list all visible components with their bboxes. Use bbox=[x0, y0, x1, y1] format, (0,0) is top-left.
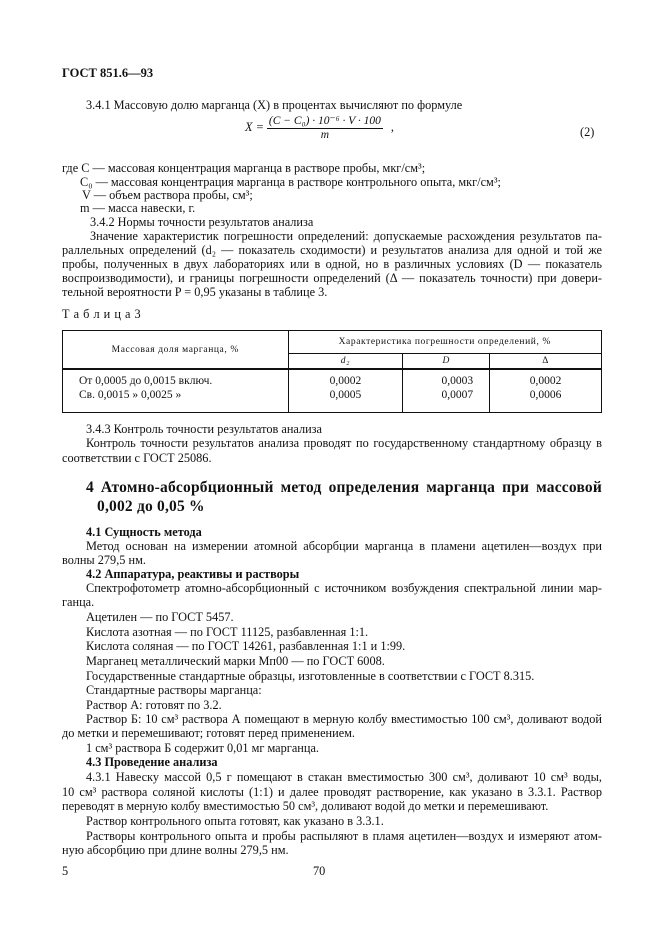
section-4-heading-cont: 0,002 до 0,05 % bbox=[97, 498, 205, 515]
table-header-d2: d₂ bbox=[288, 354, 403, 370]
text-line: Кислота соляная — по ГОСТ 14261, разбавленная 1:1 и 1:99. bbox=[86, 639, 406, 653]
table-cell: 0,0002 bbox=[529, 375, 562, 387]
text-line: 1 см³ раствора Б содержит 0,01 мг марганца. bbox=[86, 741, 319, 755]
table-header-D: D bbox=[403, 354, 490, 370]
text-line: соответствии с ГОСТ 25086. bbox=[62, 451, 212, 465]
text-line: переводят в мерную колбу вместимостью 50 см³, доливают водой до метки и перемешивают. bbox=[62, 799, 549, 813]
section-title-4-1: 4.1 Сущность метода bbox=[86, 525, 202, 539]
text-line: Раствор А: готовят по 3.2. bbox=[86, 698, 222, 712]
formula-lhs: X = bbox=[245, 119, 264, 134]
table-cell: 0,0003 bbox=[441, 375, 474, 387]
table-cell: 0,0002 bbox=[329, 375, 362, 387]
table-row bbox=[63, 369, 602, 413]
table-header-mass-fraction: Массовая доля марганца, % bbox=[63, 331, 289, 370]
table-cell: 0,0006 bbox=[529, 389, 562, 401]
text-line: воспроизводимости), и границы погрешности определений (Δ — показатель точности) при довери- bbox=[62, 271, 602, 285]
text-line: Растворы контрольного опыта и пробы распыляют в пламя ацетилен—воздух и измеряют атом- bbox=[86, 829, 602, 843]
formula-tail: , bbox=[390, 119, 394, 134]
table-cell: 0,0007 bbox=[441, 389, 474, 401]
paragraph-3-4-1: 3.4.1 Массовую долю марганца (X) в процентах вычисляют по формуле bbox=[86, 98, 463, 112]
text-line: 4.3.1 Навеску массой 0,5 г помещают в стакан вместимостью 300 см³, доливают 10 см³ воды, bbox=[86, 770, 602, 784]
text-line: Контроль точности результатов анализа проводят по государственному стандартному образцу в bbox=[86, 436, 602, 450]
text-line: Раствор Б: 10 см³ раствора А помещают в мерную колбу вместимостью 100 см³, доливают водой bbox=[86, 712, 602, 726]
text-line: тельной вероятности P = 0,95 указаны в таблице 3. bbox=[62, 285, 328, 299]
where-line: C₀ — массовая концентрация марганца в растворе контрольного опыта, мкг/см³; bbox=[80, 175, 501, 189]
table-header-delta: Δ bbox=[490, 354, 602, 370]
footer-left-number: 5 bbox=[62, 864, 69, 878]
text-line: до метки и перемешивают; готовят перед применением. bbox=[62, 726, 356, 740]
text-line: Марганец металлический марки Мп00 — по ГОСТ 6008. bbox=[86, 654, 385, 668]
text-line: Значение характеристик погрешности определений: допускаемые расхождения результатов па- bbox=[90, 229, 602, 243]
text-line: Государственные стандартные образцы, изготовленные в соответствии с ГОСТ 8.315. bbox=[86, 669, 535, 683]
text-line: 10 см³ раствора соляной кислоты (1:1) и далее проводят растворение, как указано в 3.3.1. Раствор bbox=[62, 785, 602, 799]
section-title-4-2: 4.2 Аппаратура, реактивы и растворы bbox=[86, 567, 300, 581]
section-title-3-4-3: 3.4.3 Контроль точности результатов анализа bbox=[86, 422, 322, 436]
section-title-4-3: 4.3 Проведение анализа bbox=[86, 755, 218, 769]
text-line: раллельных определений (d₂ — показатель сходимости) и результатов анализа для одной и той же bbox=[62, 243, 602, 257]
table-caption: Т а б л и ц а 3 bbox=[62, 307, 142, 321]
table-cell: От 0,0005 до 0,0015 включ. bbox=[79, 375, 213, 387]
page-number: 70 bbox=[313, 864, 326, 878]
table-cell: Св. 0,0015 » 0,0025 » bbox=[79, 389, 182, 401]
text-line: Метод основан на измерении атомной абсорбции марганца в пламени ацетилен—воздух при bbox=[86, 539, 602, 553]
section-title-3-4-2: 3.4.2 Нормы точности результатов анализа bbox=[90, 215, 314, 229]
formula-number: (2) bbox=[580, 125, 595, 139]
formula-2 bbox=[245, 113, 394, 141]
section-4-heading: 4 Атомно-абсорбционный метод определения марганца при массовой bbox=[86, 479, 602, 496]
text-line: пробы, полученных в двух лабораториях или в одной, но в различных условиях (D — показатель bbox=[62, 257, 602, 271]
where-line: m — масса навески, г. bbox=[80, 201, 196, 215]
text-line: Ацетилен — по ГОСТ 5457. bbox=[86, 610, 234, 624]
text-line: Спектрофотометр атомно-абсорбционный с источником возбуждения спектральной линии мар- bbox=[86, 581, 602, 595]
table-cell: 0,0005 bbox=[329, 389, 362, 401]
text-line: ную абсорбцию при длине волны 279,5 нм. bbox=[62, 843, 289, 857]
text-line: ганца. bbox=[62, 595, 95, 609]
table-3 bbox=[62, 330, 602, 413]
formula-denominator: m bbox=[320, 129, 330, 141]
document-header: ГОСТ 851.6—93 bbox=[62, 66, 154, 80]
where-line: V — объем раствора пробы, см³; bbox=[82, 188, 253, 202]
table-header-group: Характеристика погрешности определений, % bbox=[288, 331, 602, 354]
text-line: Стандартные растворы марганца: bbox=[86, 683, 262, 697]
formula-numerator: (C − C₀) · 10⁻⁶ · V · 100 bbox=[268, 115, 381, 127]
where-line: где C — массовая концентрация марганца в растворе пробы, мкг/см³; bbox=[62, 161, 426, 175]
text-line: Раствор контрольного опыта готовят, как указано в 3.3.1. bbox=[86, 814, 384, 828]
text-line: Кислота азотная — по ГОСТ 11125, разбавленная 1:1. bbox=[86, 625, 369, 639]
text-line: волны 279,5 нм. bbox=[62, 553, 146, 567]
